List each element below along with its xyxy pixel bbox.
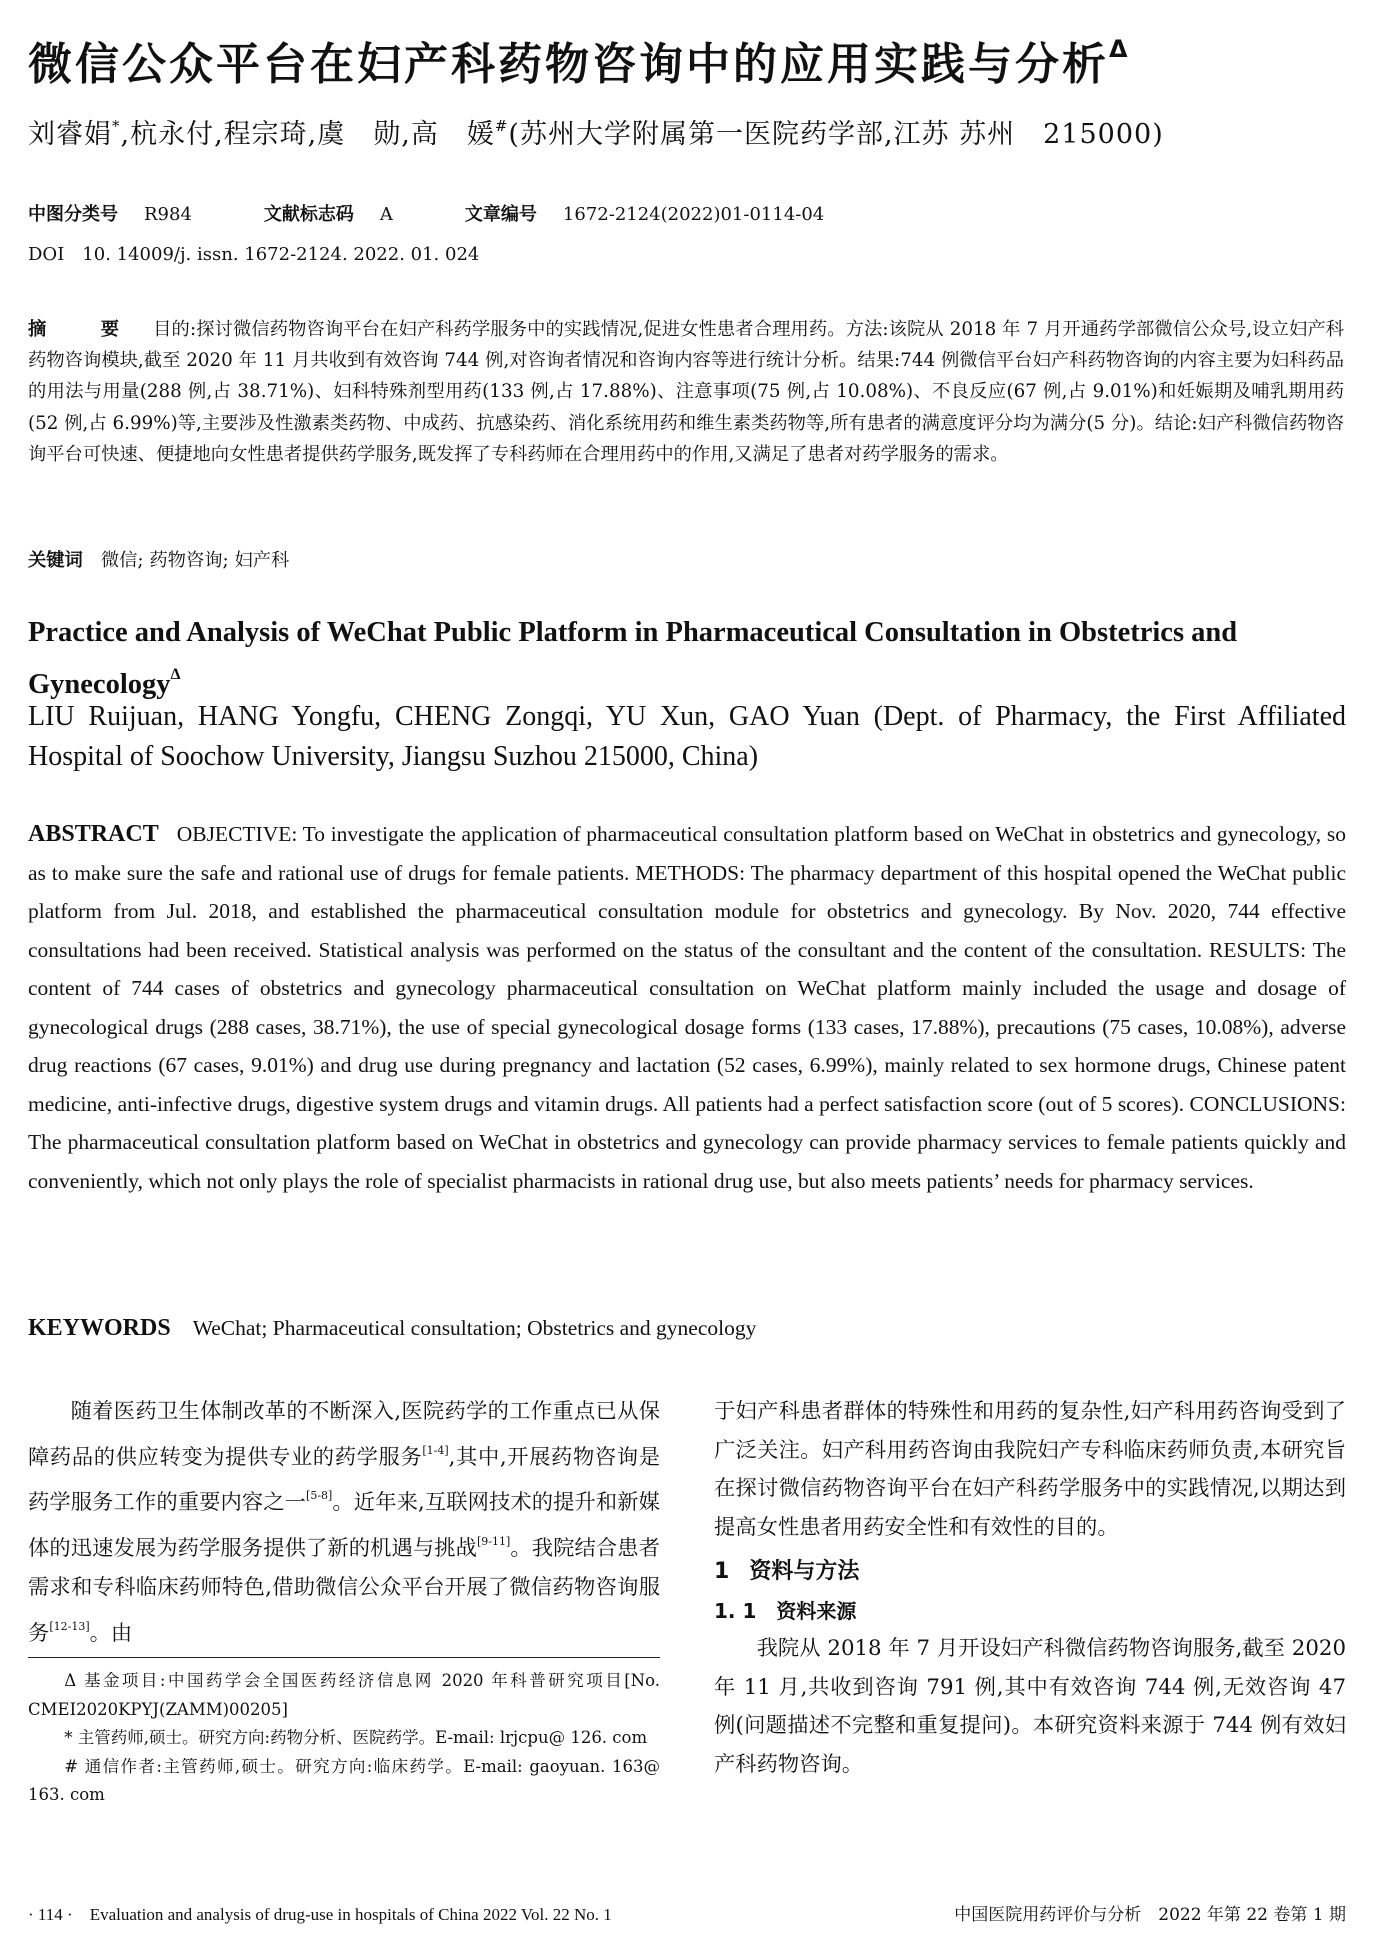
footnote-fund: Δ 基金项目:中国药学会全国医药经济信息网 2020 年科普研究项目[No. CMEI2020KPYJ(ZAMM)00205] bbox=[28, 1671, 660, 1719]
chinese-abstract bbox=[28, 314, 1344, 470]
chinese-title-mark: Δ bbox=[1109, 35, 1131, 63]
doi-text: DOI 10. 14009/j. issn. 1672-2124. 2022. 01. 024 bbox=[28, 244, 480, 265]
intro-text-2: ,其中,开展药物咨询是药学服务工作的重要内容之一 bbox=[28, 1444, 660, 1516]
english-authors: LIU Ruijuan, HANG Yongfu, CHENG Zongqi, YU Xun, GAO Yuan (Dept. of Pharmacy, the First Affiliated Hospital of Soochow University, Jiangsu Suzhou 215000, China) bbox=[28, 701, 1346, 772]
author-affiliation: (苏州大学附属第一医院药学部,江苏 苏州 215000) bbox=[508, 119, 1164, 150]
doc-code-label: 文献标志码 bbox=[263, 204, 354, 225]
intro-text-4: 。我院结合患者需求和专科临床药师特色,借助微信公众平台开展了微信药物咨询服务 bbox=[28, 1536, 660, 1646]
footer-left: · 114 · Evaluation and analysis of drug-use in hospitals of China 2022 Vol. 22 No. 1 bbox=[28, 1905, 612, 1924]
clc-value: R984 bbox=[144, 204, 192, 225]
subsection-number: 1. 1 bbox=[714, 1598, 757, 1623]
classification-row bbox=[28, 200, 824, 226]
chinese-keywords-label: 关键词 bbox=[28, 550, 83, 571]
section-title: 资料与方法 bbox=[749, 1558, 860, 1584]
citation-ref[interactable]: [9-11] bbox=[477, 1535, 511, 1549]
chinese-abstract-label: 摘 要 bbox=[28, 319, 138, 340]
body-right-column bbox=[714, 1393, 1346, 1785]
footer-right: 中国医院用药评价与分析 2022 年第 22 卷第 1 期 bbox=[954, 1905, 1346, 1925]
english-title-text: Practice and Analysis of WeChat Public Platform in Pharmaceutical Consultation in Obstetrics and Gynecology bbox=[28, 617, 1238, 700]
english-abstract bbox=[28, 815, 1346, 1200]
english-keywords-label: KEYWORDS bbox=[28, 1315, 171, 1341]
footnotes bbox=[28, 1667, 660, 1810]
intro-text-5: 。由 bbox=[89, 1620, 133, 1646]
clc-label: 中图分类号 bbox=[28, 204, 118, 225]
footnote-corresponding: # 通信作者:主管药师,硕士。研究方向:临床药学。E-mail: gaoyuan. 163@ 163. com bbox=[28, 1756, 660, 1804]
intro-text-3: 。近年来,互联网技术的提升和新媒体的迅速发展为药学服务提供了新的机遇与挑战 bbox=[28, 1490, 660, 1562]
chinese-keywords-text: 微信; 药物咨询; 妇产科 bbox=[100, 550, 290, 571]
english-keywords bbox=[28, 1315, 756, 1342]
english-keywords-text: WeChat; Pharmaceutical consultation; Obstetrics and gynecology bbox=[192, 1316, 757, 1340]
english-title-mark: Δ bbox=[170, 666, 181, 683]
author-first-mark: * bbox=[112, 117, 121, 135]
english-title bbox=[28, 612, 1346, 706]
article-no-value: 1672-2124(2022)01-0114-04 bbox=[562, 204, 825, 225]
data-source-paragraph: 我院从 2018 年 7 月开设妇产科微信药物咨询服务,截至 2020 年 11 月,共收到咨询 791 例,其中有效咨询 744 例,无效咨询 47 例(问题描述不完整和重复提问)。本研究资料来源于 744 例有效妇产科药物咨询。 bbox=[714, 1635, 1346, 1777]
intro-paragraph bbox=[28, 1393, 660, 1653]
citation-ref[interactable]: [12-13] bbox=[49, 1619, 90, 1633]
footnote-divider bbox=[28, 1657, 660, 1658]
chinese-abstract-text: 目的:探讨微信药物咨询平台在妇产科药学服务中的实践情况,促进女性患者合理用药。方法:该院从 2018 年 7 月开通药学部微信公众号,设立妇产科药物咨询模块,截至 2020 年 11 月共收到有效咨询 744 例,对咨询者情况和咨询内容等进行统计分析。结果:744 例微信平台妇产科药物咨询的内容主要为妇科药品的用法与用量(288 例,占 38.71%)、妇科特殊剂型用药(133 例,占 17.88%)、注意事项(75 例,占 10.08%)、不良反应(67 例,占 9.01%)和妊娠期及哺乳期用药(52 例,占 6.99%)等,主要涉及性激素类药物、中成药、抗感染药、消化系统用药和维生素类药物等,所有患者的满意度评分均为满分(5 分)。结论:妇产科微信药物咨询平台可快速、便捷地向女性患者提供药学服务,既发挥了专科药师在合理用药中的作用,又满足了患者对药学服务的需求。 bbox=[28, 319, 1345, 465]
author-corresponding-mark: # bbox=[494, 117, 509, 135]
subsection-heading bbox=[714, 1592, 1346, 1630]
footnote-author: * 主管药师,硕士。研究方向:药物分析、医院药学。E-mail: lrjcpu@ 126. com bbox=[64, 1728, 648, 1747]
subsection-title: 资料来源 bbox=[776, 1598, 857, 1623]
chinese-keywords bbox=[28, 546, 289, 572]
doc-code-value: A bbox=[379, 204, 393, 225]
section-number: 1 bbox=[714, 1558, 730, 1584]
english-abstract-text: OBJECTIVE: To investigate the application of pharmaceutical consultation platform based on WeChat in obstetrics and gynecology, so as to make sure the safe and rational use of drugs for female patients. METHODS: The pharmacy department of this hospital opened the WeChat public platform from Jul. 2018, and established the pharmaceutical consultation module for obstetrics and gynecology. By Nov. 2020, 744 effective consultations had been received. Statistical analysis was performed on the status of the consultant and the content of the consultation. RESULTS: The content of 744 cases of obstetrics and gynecology pharmaceutical consultation on WeChat platform mainly included the usage and dosage of gynecological drugs (288 cases, 38.71%), the use of special gynecological dosage forms (133 cases, 17.88%), precautions (75 cases, 10.08%), adverse drug reactions (67 cases, 9.01%) and drug use during pregnancy and lactation (52 cases, 6.99%), mainly related to sex hormone drugs, Chinese patent medicine, anti-infective drugs, digestive system drugs and vitamin drugs. All patients had a perfect satisfaction score (out of 5 scores). CONCLUSIONS: The pharmaceutical consultation platform based on WeChat in obstetrics and gynecology can provide pharmacy services to female patients quickly and conveniently, which not only plays the role of specialist pharmacists in rational drug use, but also meets patients’ needs for pharmacy services. bbox=[28, 822, 1346, 1193]
intro-continuation: 于妇产科患者群体的特殊性和用药的复杂性,妇产科用药咨询受到了广泛关注。妇产科用药咨询由我院妇产专科临床药师负责,本研究旨在探讨微信药物咨询平台在妇产科药学服务中的实践情况,以期达到提高女性患者用药安全性和有效性的目的。 bbox=[714, 1399, 1346, 1541]
body-left-column bbox=[28, 1393, 660, 1653]
article-no-label: 文章编号 bbox=[464, 204, 537, 225]
chinese-authors bbox=[28, 112, 1164, 151]
english-abstract-label: ABSTRACT bbox=[28, 821, 159, 847]
citation-ref[interactable]: [1-4] bbox=[422, 1443, 449, 1457]
citation-ref[interactable]: [5-8] bbox=[306, 1489, 333, 1503]
author-rest: ,杭永付,程宗琦,虞 勋,高 媛 bbox=[120, 119, 495, 150]
chinese-title-text: 微信公众平台在妇产科药物咨询中的应用实践与分析 bbox=[28, 39, 1109, 90]
intro-text-1: 随着医药卫生体制改革的不断深入,医院药学的工作重点已从保障药品的供应转变为提供专业的药学服务 bbox=[28, 1399, 660, 1470]
chinese-title bbox=[28, 28, 1348, 92]
doi-row bbox=[28, 240, 479, 266]
section-heading bbox=[714, 1552, 1346, 1592]
author-first: 刘睿娟 bbox=[28, 119, 112, 150]
